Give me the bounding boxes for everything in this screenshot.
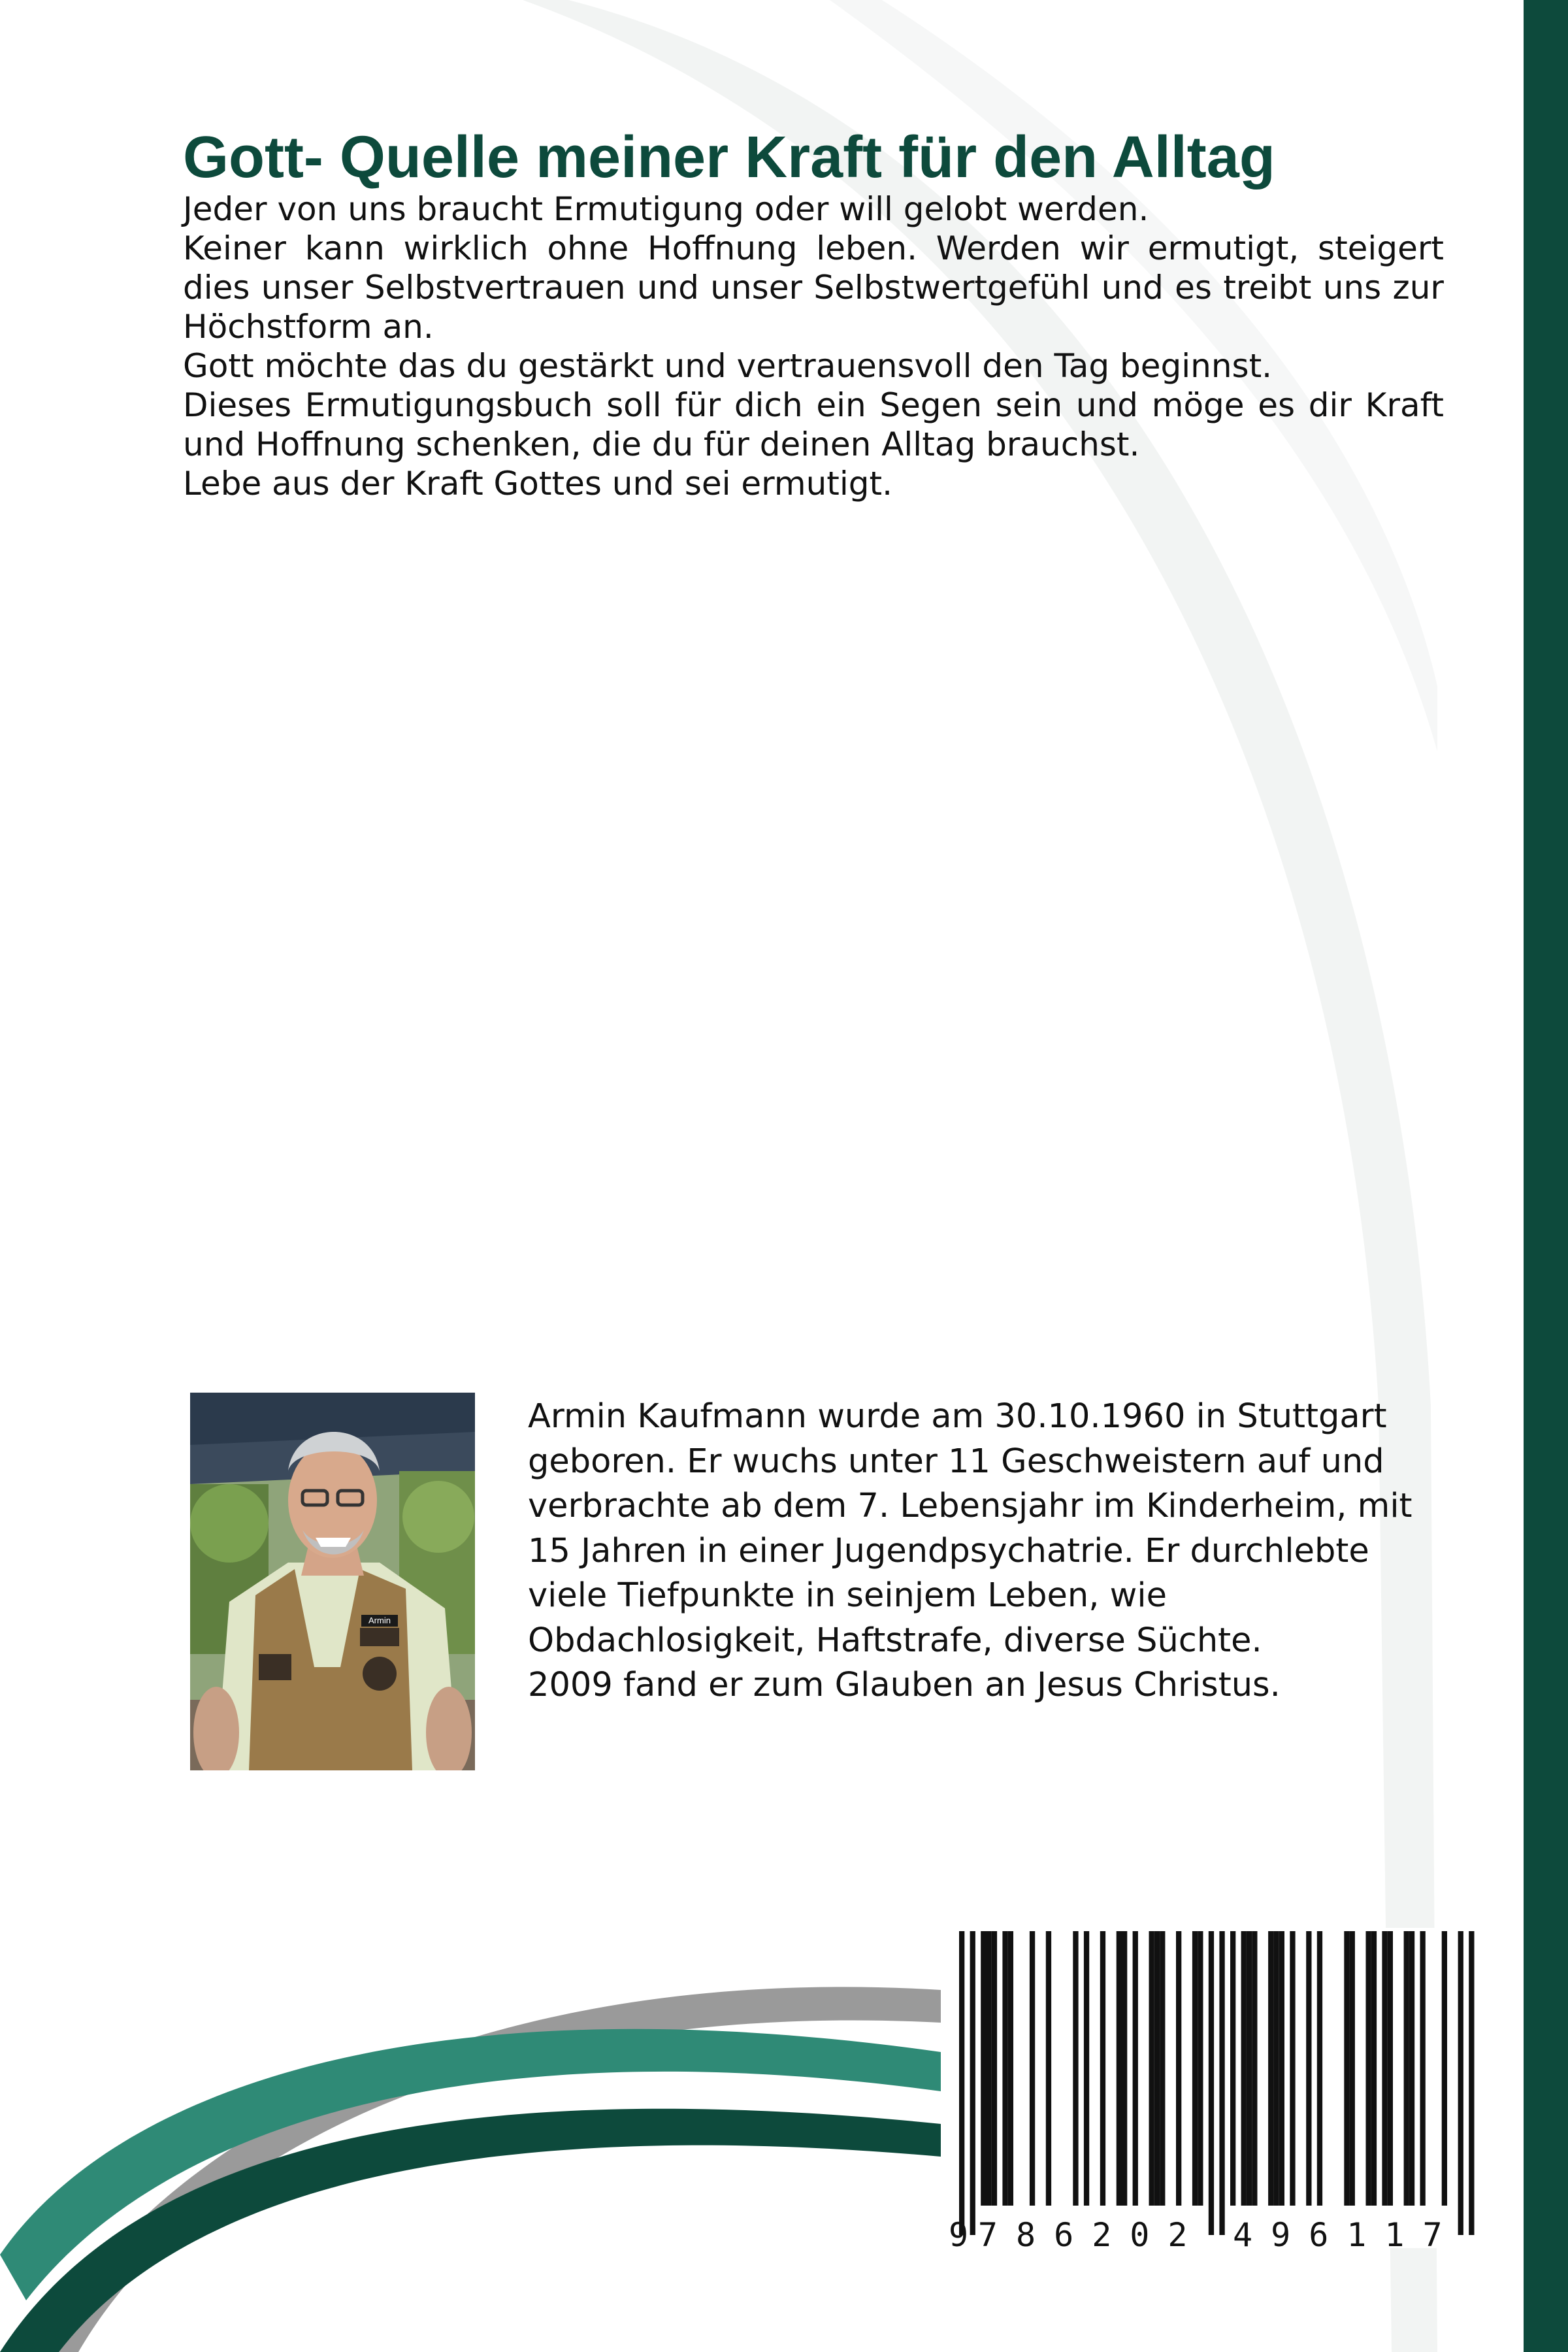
blurb-paragraph: Lebe aus der Kraft Gottes und sei ermutigt. <box>183 465 892 503</box>
barcode-bar <box>1073 1931 1078 2206</box>
barcode-bar <box>1209 1931 1214 2235</box>
isbn-digit: 8 <box>1016 2216 1036 2254</box>
bio-line: viele Tiefpunkte in seinjem Leben, wie <box>528 1576 1167 1615</box>
isbn-digit: 7 <box>977 2216 998 2254</box>
isbn-digits <box>0 2215 1568 2255</box>
barcode-bar <box>1133 1931 1138 2206</box>
barcode-bar <box>1084 1931 1089 2206</box>
barcode-bar <box>1008 1931 1013 2206</box>
barcode-bar <box>1247 1931 1252 2206</box>
barcode-bar <box>1306 1931 1311 2206</box>
barcode-bar <box>959 1931 964 2235</box>
barcode-bar <box>1117 1931 1122 2206</box>
blurb-paragraph: Dieses Ermutigungsbuch soll für dich ein Segen sein und möge es dir Kraft und Hoffnung schenken, die du für deinen Alltag brauchst. <box>183 386 1444 463</box>
barcode-bar <box>1030 1931 1035 2206</box>
barcode-bar <box>1290 1931 1295 2206</box>
blurb-paragraph: Keiner kann wirklich ohne Hoffnung leben. Werden wir ermutigt, steigert dies unser Selbstvertrauen und unser Selbstwertgefühl und es treibt uns zur Höchstform an. <box>183 229 1444 346</box>
isbn-digit: 7 <box>1422 2216 1443 2254</box>
book-title: Gott- Quelle meiner Kraft für den Alltag <box>183 125 1275 190</box>
barcode-bar <box>1317 1931 1322 2206</box>
bio-line: Obdachlosigkeit, Haftstrafe, diverse Süchte. <box>528 1621 1262 1660</box>
barcode-bar <box>1198 1931 1203 2206</box>
isbn-digit: 9 <box>1271 2216 1291 2254</box>
barcode-bar <box>1149 1931 1154 2206</box>
barcode-bar <box>1366 1931 1371 2206</box>
barcode-bar <box>1344 1931 1349 2206</box>
barcode-bar <box>1002 1931 1007 2206</box>
barcode-bar <box>1176 1931 1181 2206</box>
barcode-bar <box>1241 1931 1247 2206</box>
barcode-bar <box>1122 1931 1127 2206</box>
barcode-bar <box>1458 1931 1463 2235</box>
barcode-bar <box>1409 1931 1414 2206</box>
blurb-paragraph: Gott möchte das du gestärkt und vertrauensvoll den Tag beginnst. <box>183 347 1273 385</box>
barcode-bar <box>1160 1931 1165 2206</box>
isbn-digit: 9 <box>949 2216 969 2254</box>
isbn-digit: 2 <box>1092 2216 1112 2254</box>
barcode-bar <box>1273 1931 1279 2206</box>
barcode-bar <box>992 1931 997 2206</box>
barcode-bar <box>1279 1931 1284 2206</box>
isbn-digit: 2 <box>1168 2216 1188 2254</box>
barcode-bar <box>1230 1931 1235 2206</box>
barcode-bar <box>1046 1931 1051 2206</box>
blurb-paragraph: Jeder von uns braucht Ermutigung oder will gelobt werden. <box>183 190 1149 228</box>
barcode-bar <box>1268 1931 1273 2206</box>
barcode-bar <box>970 1931 975 2235</box>
barcode-bar <box>1442 1931 1447 2206</box>
bio-line: 15 Jahren in einer Jugendpsychatrie. Er durchlebte <box>528 1531 1369 1570</box>
barcode-bar <box>1371 1931 1377 2206</box>
barcode-bar <box>1252 1931 1257 2206</box>
barcode-bar <box>1192 1931 1198 2206</box>
bio-line: 2009 fand er zum Glauben an Jesus Christus. <box>528 1666 1281 1704</box>
barcode-bar <box>1420 1931 1426 2206</box>
barcode-bar <box>1404 1931 1409 2206</box>
barcode-bar <box>1219 1931 1224 2235</box>
bio-line: geboren. Er wuchs unter 11 Geschweistern auf und <box>528 1442 1384 1481</box>
barcode-bar <box>981 1931 986 2206</box>
barcode-bar <box>1382 1931 1387 2206</box>
barcode-bar <box>1100 1931 1105 2206</box>
isbn-digit: 1 <box>1384 2216 1405 2254</box>
barcode-bar <box>1388 1931 1393 2206</box>
barcode-bar <box>987 1931 992 2206</box>
barcode-bar <box>1469 1931 1474 2235</box>
isbn-digit: 0 <box>1130 2216 1150 2254</box>
isbn-digit: 6 <box>1054 2216 1074 2254</box>
isbn-digit: 6 <box>1309 2216 1329 2254</box>
bio-line: Armin Kaufmann wurde am 30.10.1960 in Stuttgart <box>528 1397 1387 1436</box>
barcode-bar <box>1350 1931 1355 2206</box>
isbn-digit: 1 <box>1347 2216 1367 2254</box>
bio-line: verbrachte ab dem 7. Lebensjahr im Kinderheim, mit <box>528 1487 1413 1525</box>
vest-patch-label: Armin <box>368 1615 391 1625</box>
barcode-bar <box>1154 1931 1160 2206</box>
isbn-digit: 4 <box>1233 2216 1253 2254</box>
